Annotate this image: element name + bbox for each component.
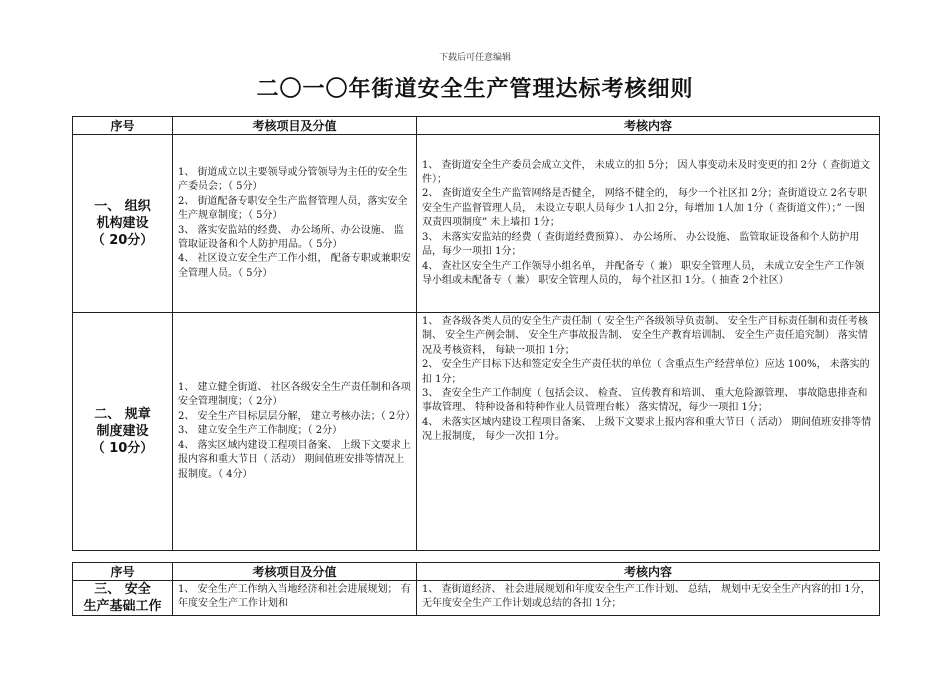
section-items — [173, 135, 417, 313]
item-text: 3、 建立安全生产工作制度；（ 2分） — [178, 425, 343, 437]
section-number — [73, 313, 173, 551]
header-content: 考核内容 — [417, 563, 880, 581]
header-items-score: 考核项目及分值 — [173, 563, 417, 581]
header-serial: 序号 — [73, 563, 173, 581]
content-text: 1、 查街道安全生产委员会成立文件， 未成立的扣 5分； 因人事变动未及时变更的扣 2分（ 查街道文件）； — [422, 159, 871, 186]
item-text: 1、 安全生产工作纳入当地经济和社会进展规划； 有年度安全生产工作计划和 — [178, 584, 411, 610]
section-content — [417, 313, 880, 551]
content-text: 4、 查社区安全生产工作领导小组名单， 并配备专（ 兼） 职安全管理人员， 未成立安全生产工作领导小组或未配备专（ 兼） 职安全管理人员的， 每个社区扣 1分。（ 抽查 2个社区） — [422, 260, 865, 286]
content-text: 4、 未落实区域内建设工程项目备案、 上级下文要求上报内容和重大节日（ 活动） 期间值班安排等情况上报制度， 每少一次扣 1分。 — [422, 416, 872, 443]
section-number-line: 一、 组织 — [94, 199, 151, 214]
section-content — [417, 135, 880, 313]
section-number-line: （ 10分） — [91, 441, 154, 456]
assessment-table-continued — [72, 562, 880, 616]
section-number-line: 三、 安全 — [94, 582, 151, 597]
table-row — [73, 135, 880, 313]
page-title: 二〇一〇年街道安全生产管理达标考核细则 — [256, 77, 694, 102]
item-text: 4、 落实区域内建设工程项目备案、 上级下文要求上报内容和重大节日（ 活动） 期间值班安排等情况上报制度。（ 4分） — [178, 439, 411, 480]
table-header-row — [73, 563, 880, 581]
section-content — [417, 581, 880, 616]
section-number — [73, 581, 173, 616]
section-number — [73, 135, 173, 313]
header-serial: 序号 — [73, 117, 173, 135]
header-items-score: 考核项目及分值 — [173, 117, 417, 135]
content-text: 1、 查街道经济、 社会进展规划和年度安全生产工作计划、 总结， 规划中无安全生产内容的扣 1分， 无年度安全生产工作计划或总结的各扣 1分； — [422, 584, 871, 610]
section-items — [173, 313, 417, 551]
content-text: 3、 查安全生产工作制度（ 包括会议、 检查、 宣传教育和培训、 重大危险源管理、 事故隐患排查和事故管理、 特种设备和特种作业人员管理台帐） 落实情况，每少一项扣 1分； — [422, 388, 868, 414]
item-text: 1、 建立健全街道、 社区各级安全生产责任制和各项安全管理制度；（ 2分） — [178, 382, 411, 408]
table-row — [73, 313, 880, 551]
content-text: 1、 查各级各类人员的安全生产责任制（ 安全生产各级领导负责制、 安全生产目标责任制和责任考核制、 安全生产例会制、 安全生产事故报告制、 安全生产教育培训制、 安全生产责任追究制） 落实情况及考核资料， 每缺一项扣 1分； — [422, 316, 868, 356]
table-header-row — [73, 117, 880, 135]
section-number-line: （ 20分） — [91, 233, 154, 248]
content-text: 2、 查街道安全生产监管网络是否健全， 网络不健全的， 每少一个社区扣 2分；查街道设立 2名专职安全生产监督管理人员， 未设立专职人员每少 1人扣 2分，每增加 1人加 1分（ 查街道文件）；” 一图双责四项制度” 未上墙扣 1分； — [422, 188, 867, 229]
item-text: 2、 街道配备专职安全生产监督管理人员，落实安全生产规章制度；（ 5分） — [178, 195, 408, 222]
assessment-table — [72, 116, 880, 551]
section-number-line: 机构建设 — [96, 216, 149, 231]
item-text: 3、 落实安监站的经费、 办公场所、办公设施、 监管取证设备和个人防护用品。（ 5分） — [178, 224, 404, 250]
item-text: 2、 安全生产目标层层分解， 建立考核办法；（ 2分） — [178, 410, 416, 422]
section-items — [173, 581, 417, 616]
section-number-line: 二、 规章 — [94, 407, 151, 422]
content-text: 3、 未落实安监站的经费（ 查街道经费预算）、 办公场所、 办公设施、 监管取证设备和个人防护用品，每少一项扣 1分； — [422, 231, 860, 258]
item-text: 1、 街道成立以主要领导或分管领导为主任的安全生产委员会；（ 5分） — [178, 166, 408, 193]
table-row — [73, 581, 880, 616]
item-text: 4、 社区设立安全生产工作小组， 配备专职或兼职安全管理人员。（ 5分） — [178, 253, 411, 279]
section-number-line: 生产基础工作 — [83, 599, 162, 614]
header-note: 下载后可任意编辑 — [438, 53, 511, 63]
section-number-line: 制度建设 — [96, 424, 149, 439]
header-content: 考核内容 — [417, 117, 880, 135]
content-text: 2、 安全生产目标下达和签定安全生产责任状的单位（ 含重点生产经营单位）应达 100%， 未落实的扣 1分； — [422, 359, 870, 385]
